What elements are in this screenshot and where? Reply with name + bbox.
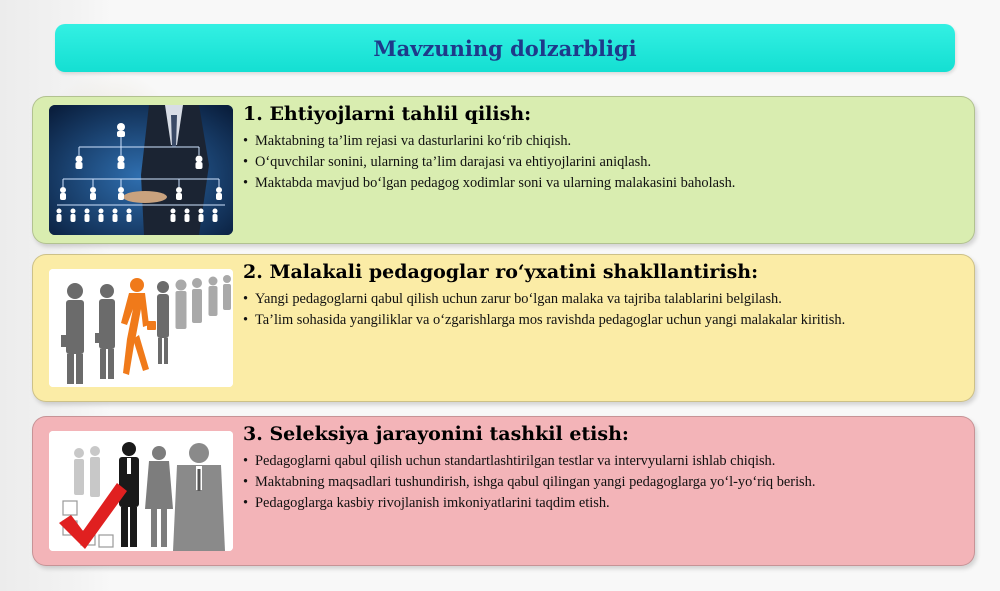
card-qualified-teachers-list (32, 254, 975, 402)
card-content (243, 261, 954, 331)
list-item: • Pedagoglarni qabul qilish uchun standartlashtirilgan testlar va intervyularni ishlab chiqish. (243, 451, 954, 472)
card-title: 1. Ehtiyojlarni tahlil qilish: (243, 103, 532, 125)
org-chart-icon (49, 105, 233, 235)
card-content (243, 423, 954, 514)
list-item: • Ta’lim sohasida yangiliklar va o‘zgarishlarga mos ravishda pedagoglar uchun yangi malakalar kiritish. (243, 310, 954, 331)
page-title: Mavzuning dolzarbligi (373, 35, 637, 61)
list-item: • Maktabning ta’lim rejasi va dasturlarini ko‘rib chiqish. (243, 131, 954, 152)
list-item: • Pedagoglarga kasbiy rivojlanish imkoniyatlarini taqdim etish. (243, 493, 954, 514)
card-title: 2. Malakali pedagoglar ro‘yxatini shakllantirish: (243, 261, 759, 283)
list-item: • Maktabning maqsadlari tushundirish, ishga qabul qilingan yangi pedagoglarga yo‘l-yo‘riq berish. (243, 472, 954, 493)
card-title: 3. Seleksiya jarayonini tashkil etish: (243, 423, 629, 445)
bullet-list (243, 131, 954, 194)
title-banner (55, 24, 955, 72)
list-item: • O‘quvchilar sonini, ularning ta’lim darajasi va ehtiyojlarini aniqlash. (243, 152, 954, 173)
bullet-list (243, 289, 954, 331)
card-needs-analysis (32, 96, 975, 244)
candidate-queue-icon (49, 269, 233, 387)
list-item: • Yangi pedagoglarni qabul qilish uchun zarur bo‘lgan malaka va tajriba talablarini belgilash. (243, 289, 954, 310)
card-content (243, 103, 954, 194)
list-item: • Maktabda mavjud bo‘lgan pedagog xodimlar soni va ularning malakasini baholash. (243, 173, 954, 194)
selection-checkmark-icon (49, 431, 233, 551)
card-selection-process (32, 416, 975, 566)
bullet-list (243, 451, 954, 514)
